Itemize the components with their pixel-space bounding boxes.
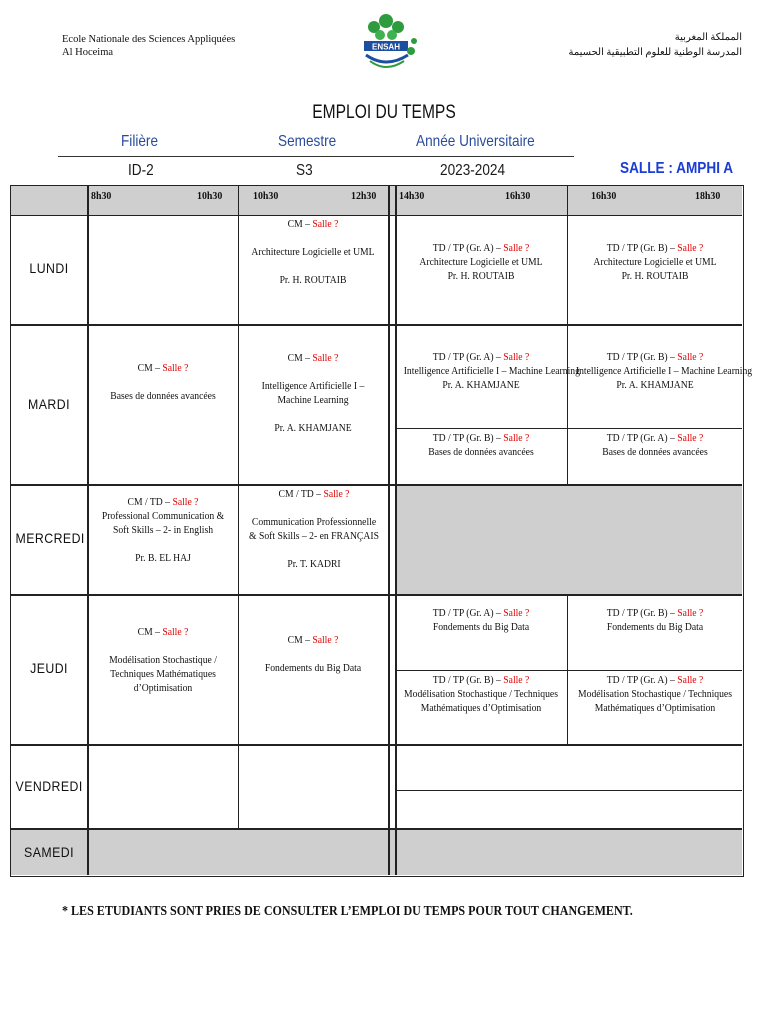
course-cell: TD / TP (Gr. B) – Salle ? Intelligence Artificielle I – Machine Learning Pr. A. KHAMJANE <box>575 352 753 391</box>
school-name-line1: Ecole Nationale des Sciences Appliquées <box>62 34 236 45</box>
school-name-ar-line2: المدرسة الوطنية للعلوم التطبيقية الحسيمة <box>568 47 742 58</box>
annee-value: 2023-2024 <box>440 162 506 179</box>
annee-label: Année Universitaire <box>416 133 535 150</box>
course-cell: CM / TD – Salle ? Professional Communication & Soft Skills – 2- in English Pr. B. EL HAJ <box>101 497 225 564</box>
ensah-logo-icon <box>352 11 420 75</box>
course-cell: TD / TP (Gr. B) – Salle ? Modélisation Stochastique / Techniques Mathématiques d’Optimisation <box>404 675 558 714</box>
course-cell: TD / TP (Gr. B) – Salle ? Bases de données avancées <box>428 433 534 458</box>
school-name-ar-line1: المملكة المغربية <box>674 32 742 43</box>
time-label: 8h30 <box>91 190 112 202</box>
course-cell: TD / TP (Gr. A) – Salle ? Fondements du Big Data <box>432 608 530 633</box>
course-cell: CM – Salle ? Fondements du Big Data <box>264 635 362 674</box>
mercredi-afternoon-empty <box>397 486 742 594</box>
timetable <box>10 185 753 877</box>
time-label: 16h30 <box>591 190 617 202</box>
course-cell: TD / TP (Gr. A) – Salle ? Intelligence Artificielle I – Machine Learning Pr. A. KHAMJANE <box>403 352 580 391</box>
course-cell: CM – Salle ? Bases de données avancées <box>110 363 216 402</box>
semestre-value: S3 <box>296 162 313 179</box>
time-label: 12h30 <box>351 190 377 202</box>
course-cell: TD / TP (Gr. B) – Salle ? Architecture Logicielle et UML Pr. H. ROUTAIB <box>593 243 717 282</box>
samedi-row <box>11 830 742 875</box>
course-cell: TD / TP (Gr. A) – Salle ? Bases de données avancées <box>602 433 708 458</box>
course-cell: CM – Salle ? Modélisation Stochastique / Techniques Mathématiques d’Optimisation <box>109 627 217 694</box>
salle-label: SALLE : AMPHI A <box>620 160 734 177</box>
footer-note: * LES ETUDIANTS SONT PRIES DE CONSULTER L’EMPLOI DU TEMPS POUR TOUT CHANGEMENT. <box>62 904 633 919</box>
day-lundi: LUNDI <box>29 260 69 276</box>
header-separator <box>58 156 574 157</box>
semestre-label: Semestre <box>278 133 337 150</box>
course-cell: TD / TP (Gr. B) – Salle ? Fondements du Big Data <box>606 608 704 633</box>
time-label: 10h30 <box>197 190 223 202</box>
school-name-fr <box>62 33 235 59</box>
time-label: 14h30 <box>399 190 425 202</box>
day-mardi: MARDI <box>28 396 70 412</box>
day-mercredi: MERCREDI <box>15 530 85 546</box>
time-header-row <box>11 186 742 215</box>
school-name-ar <box>568 30 742 60</box>
school-name-line2: Al Hoceima <box>62 47 114 58</box>
day-jeudi: JEUDI <box>30 660 68 676</box>
day-vendredi: VENDREDI <box>15 778 83 794</box>
course-cell: CM – Salle ? Intelligence Artificielle I – Machine Learning Pr. A. KHAMJANE <box>261 353 365 434</box>
time-label: 18h30 <box>695 190 721 202</box>
course-cell: TD / TP (Gr. A) – Salle ? Modélisation Stochastique / Techniques Mathématiques d’Optimisation <box>578 675 732 714</box>
day-samedi: SAMEDI <box>24 844 74 860</box>
filiere-label: Filière <box>121 133 159 150</box>
course-cell: TD / TP (Gr. A) – Salle ? Architecture Logicielle et UML Pr. H. ROUTAIB <box>419 243 543 282</box>
filiere-value: ID-2 <box>128 162 154 179</box>
logo-text: ENSAH <box>371 42 401 52</box>
time-label: 16h30 <box>505 190 531 202</box>
course-cell: CM – Salle ? Architecture Logicielle et UML Pr. H. ROUTAIB <box>251 219 375 286</box>
page-title: EMPLOI DU TEMPS <box>312 102 456 123</box>
course-cell: CM / TD – Salle ? Communication Professionnelle & Soft Skills – 2- en FRANÇAIS Pr. T. KADRI <box>249 489 379 570</box>
time-label: 10h30 <box>253 190 279 202</box>
